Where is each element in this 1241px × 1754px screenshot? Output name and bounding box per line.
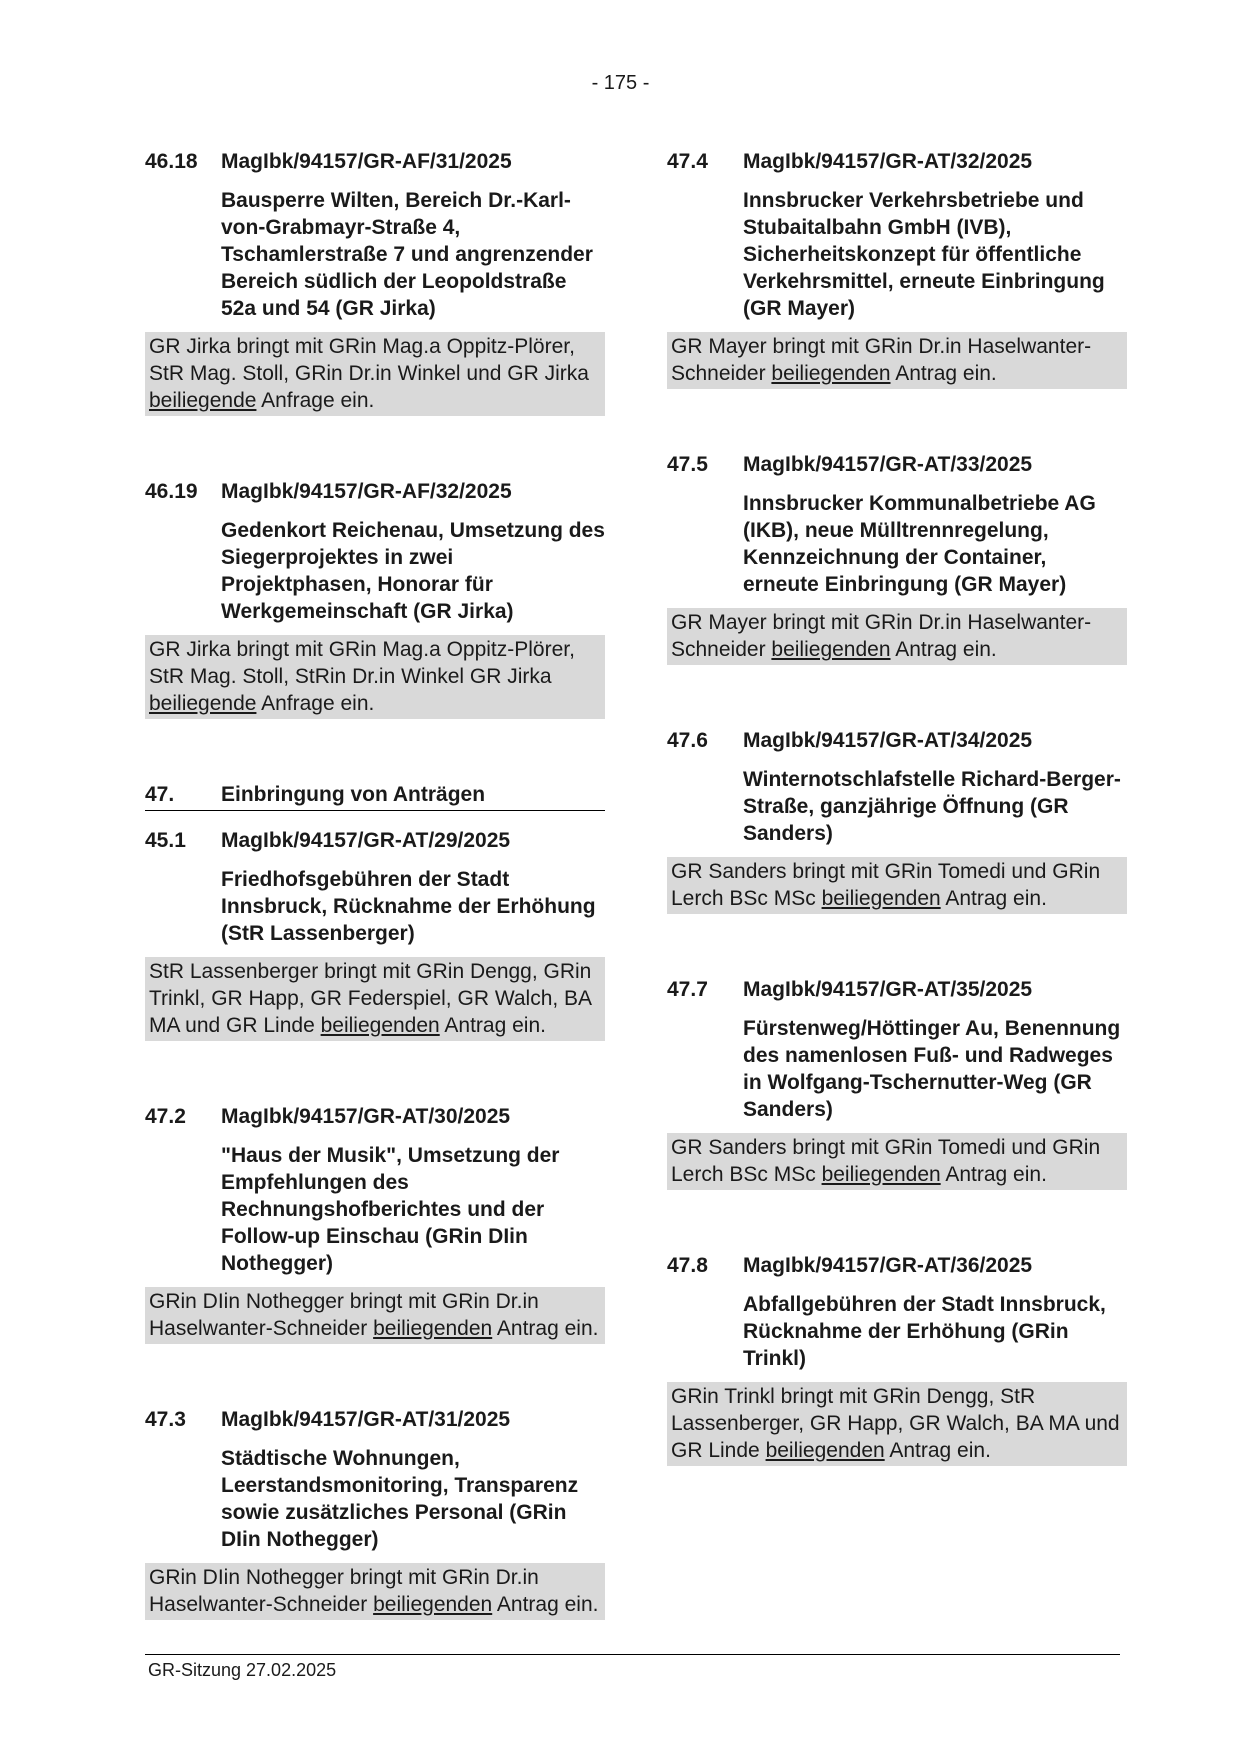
item-title: "Haus der Musik", Umsetzung der Empfehlungen des Rechnungshofberichtes und der Follow-up Einschau (GRin DIin Nothegger) <box>221 1144 560 1275</box>
item-code: MagIbk/94157/GR-AF/31/2025 <box>221 150 512 173</box>
section-heading-47 <box>145 781 605 811</box>
agenda-item-46-18 <box>145 148 605 416</box>
desc-underlined: beiliegenden <box>373 1317 493 1340</box>
desc-text-end: Antrag ein. <box>890 638 997 661</box>
item-title: Bausperre Wilten, Bereich Dr.-Karl-von-Grabmayr-Straße 4, Tschamlerstraße 7 und angrenzender Bereich südlich der Leopoldstraße 52a und 54 (GR Jirka) <box>221 189 593 320</box>
item-title: Friedhofsgebühren der Stadt Innsbruck, Rücknahme der Erhöhung (StR Lassenberger) <box>221 868 596 945</box>
item-title: Gedenkort Reichenau, Umsetzung des Siegerprojektes in zwei Projektphasen, Honorar für Werkgemeinschaft (GR Jirka) <box>221 519 605 623</box>
item-number: 47.7 <box>667 978 708 1001</box>
item-header <box>667 148 1127 175</box>
item-number: 46.18 <box>145 150 198 173</box>
item-description <box>667 608 1127 665</box>
item-description <box>145 1287 605 1344</box>
item-description <box>145 635 605 719</box>
item-header <box>667 1252 1127 1279</box>
desc-text: GRin Trinkl bringt mit GRin Dengg, StR Lassenberger, GR Happ, GR Walch, BA MA und GR Linde <box>671 1385 1120 1462</box>
item-description <box>145 957 605 1041</box>
item-code: MagIbk/94157/GR-AT/36/2025 <box>743 1254 1033 1277</box>
item-code: MagIbk/94157/GR-AT/32/2025 <box>743 150 1033 173</box>
item-description <box>667 1133 1127 1190</box>
agenda-item-47-2 <box>145 1103 605 1344</box>
item-title: Innsbrucker Verkehrsbetriebe und Stubaitalbahn GmbH (IVB), Sicherheitskonzept für öffentliche Verkehrsmittel, erneute Einbringung (GR Mayer) <box>743 189 1105 320</box>
item-header <box>145 827 605 854</box>
item-title: Städtische Wohnungen, Leerstandsmonitoring, Transparenz sowie zusätzliches Personal (GRin DIin Nothegger) <box>221 1447 579 1551</box>
item-number: 47.3 <box>145 1408 186 1431</box>
desc-underlined: beiliegenden <box>771 638 891 661</box>
desc-text-end: Antrag ein. <box>492 1593 599 1616</box>
section-title: Einbringung von Anträgen <box>221 783 486 806</box>
desc-text: GR Mayer bringt mit GRin Dr.in Haselwanter-Schneider <box>671 335 1092 385</box>
desc-underlined: beiliegende <box>149 389 257 412</box>
desc-text-end: Anfrage ein. <box>256 389 375 412</box>
desc-text: GR Jirka bringt mit GRin Mag.a Oppitz-Plörer, StR Mag. Stoll, GRin Dr.in Winkel und GR Jirka <box>149 335 589 385</box>
footer-divider <box>145 1654 1120 1655</box>
item-title: Innsbrucker Kommunalbetriebe AG (IKB), neue Mülltrennregelung, Kennzeichnung der Container, erneute Einbringung (GR Mayer) <box>743 492 1096 596</box>
desc-text: GRin DIin Nothegger bringt mit GRin Dr.in Haselwanter-Schneider <box>149 1290 539 1340</box>
item-code: MagIbk/94157/GR-AT/31/2025 <box>221 1408 511 1431</box>
section-number: 47. <box>145 783 175 806</box>
item-code: MagIbk/94157/GR-AF/32/2025 <box>221 480 512 503</box>
desc-underlined: beiliegenden <box>320 1014 440 1037</box>
item-title: Abfallgebühren der Stadt Innsbruck, Rücknahme der Erhöhung (GRin Trinkl) <box>743 1293 1106 1370</box>
desc-underlined: beiliegenden <box>765 1439 885 1462</box>
item-number: 45.1 <box>145 829 186 852</box>
page-number: - 175 - <box>591 72 650 94</box>
desc-text: GR Jirka bringt mit GRin Mag.a Oppitz-Plörer, StR Mag. Stoll, StRin Dr.in Winkel GR Jirka <box>149 638 575 688</box>
item-header <box>145 478 605 505</box>
item-code: MagIbk/94157/GR-AT/35/2025 <box>743 978 1033 1001</box>
desc-text-end: Antrag ein. <box>884 1439 991 1462</box>
agenda-item-47-5 <box>667 451 1127 665</box>
item-number: 47.4 <box>667 150 708 173</box>
item-header <box>667 451 1127 478</box>
agenda-item-47-8 <box>667 1252 1127 1466</box>
agenda-item-45-1 <box>145 827 605 1041</box>
item-number: 47.2 <box>145 1105 186 1128</box>
desc-text-end: Antrag ein. <box>439 1014 546 1037</box>
item-description <box>145 332 605 416</box>
item-header <box>145 148 605 175</box>
item-title: Fürstenweg/Höttinger Au, Benennung des namenlosen Fuß- und Radweges in Wolfgang-Tschernutter-Weg (GR Sanders) <box>743 1017 1121 1121</box>
item-header <box>145 1103 605 1130</box>
desc-underlined: beiliegende <box>149 692 257 715</box>
item-number: 47.5 <box>667 453 708 476</box>
item-code: MagIbk/94157/GR-AT/30/2025 <box>221 1105 511 1128</box>
agenda-item-47-7 <box>667 976 1127 1190</box>
footer-session-date: GR-Sitzung 27.02.2025 <box>148 1660 337 1680</box>
right-column <box>667 148 1127 1510</box>
item-code: MagIbk/94157/GR-AT/33/2025 <box>743 453 1033 476</box>
item-header <box>145 1406 605 1433</box>
desc-text-end: Antrag ein. <box>492 1317 599 1340</box>
item-code: MagIbk/94157/GR-AT/29/2025 <box>221 829 511 852</box>
desc-text-end: Antrag ein. <box>890 362 997 385</box>
desc-text: GRin DIin Nothegger bringt mit GRin Dr.in Haselwanter-Schneider <box>149 1566 539 1616</box>
item-description <box>667 332 1127 389</box>
item-description <box>667 1382 1127 1466</box>
item-code: MagIbk/94157/GR-AT/34/2025 <box>743 729 1033 752</box>
agenda-item-47-4 <box>667 148 1127 389</box>
left-column <box>145 148 605 1664</box>
desc-underlined: beiliegenden <box>821 1163 941 1186</box>
item-description <box>667 857 1127 914</box>
desc-underlined: beiliegenden <box>771 362 891 385</box>
item-number: 47.8 <box>667 1254 708 1277</box>
item-title: Winternotschlafstelle Richard-Berger-Straße, ganzjährige Öffnung (GR Sanders) <box>743 768 1121 845</box>
desc-text-end: Antrag ein. <box>940 1163 1047 1186</box>
desc-underlined: beiliegenden <box>821 887 941 910</box>
desc-text: GR Sanders bringt mit GRin Tomedi und GRin Lerch BSc MSc <box>671 1136 1101 1186</box>
desc-text: StR Lassenberger bringt mit GRin Dengg, GRin Trinkl, GR Happ, GR Federspiel, GR Walch, BA MA und GR Linde <box>149 960 592 1037</box>
item-description <box>145 1563 605 1620</box>
agenda-item-47-3 <box>145 1406 605 1620</box>
desc-text: GR Mayer bringt mit GRin Dr.in Haselwanter-Schneider <box>671 611 1092 661</box>
desc-text: GR Sanders bringt mit GRin Tomedi und GRin Lerch BSc MSc <box>671 860 1101 910</box>
desc-underlined: beiliegenden <box>373 1593 493 1616</box>
desc-text-end: Antrag ein. <box>940 887 1047 910</box>
agenda-item-47-6 <box>667 727 1127 914</box>
item-header <box>667 976 1127 1003</box>
agenda-item-46-19 <box>145 478 605 719</box>
item-number: 46.19 <box>145 480 198 503</box>
desc-text-end: Anfrage ein. <box>256 692 375 715</box>
item-header <box>667 727 1127 754</box>
item-number: 47.6 <box>667 729 708 752</box>
